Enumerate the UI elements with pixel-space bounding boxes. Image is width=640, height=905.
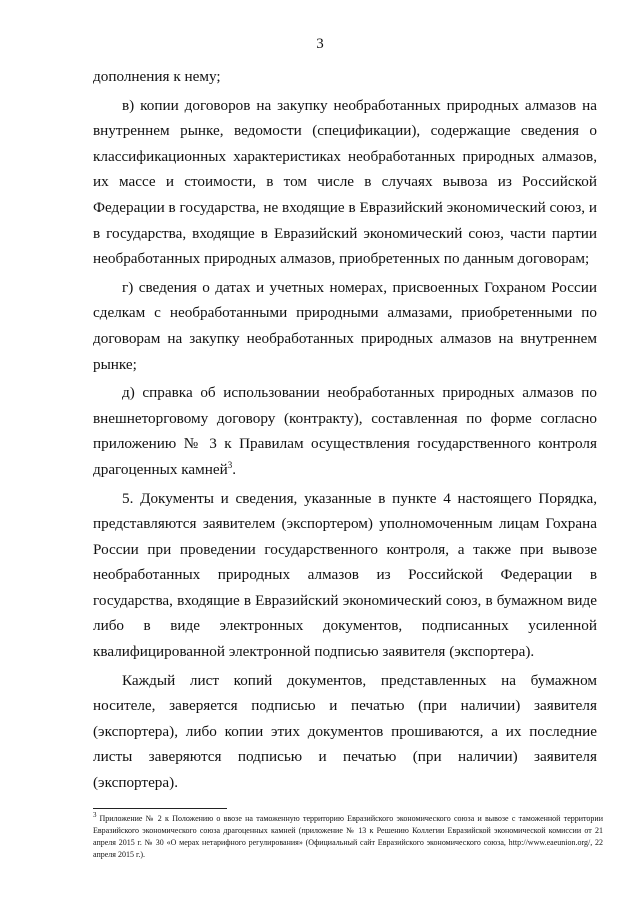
paragraph-item-d-end: .	[232, 460, 237, 478]
paragraph-item-d-text: д) справка об использовании необработанных природных алмазов по внешнеторговому договору (контракту), составленная по форме согласно приложению № 3 к Правилам осуществления государственного контроля драгоценных камней	[93, 384, 597, 478]
footnote-mark: 3	[93, 811, 97, 820]
paragraph-copies: Каждый лист копий документов, представленных на бумажном носителе, заверяется подписью и печатью (при наличии) заявителя (экспортера), либо копии этих документов прошиваются, а их последние листы заверяются подписью и печатью (при наличии) заявителя (экспортера).	[93, 671, 597, 792]
paragraph-item-d	[93, 380, 597, 482]
document-body	[93, 64, 597, 796]
paragraph-point-5: 5. Документы и сведения, указанные в пункте 4 настоящего Порядка, представляются заявителем (экспортером) уполномоченным лицам Гохрана России при проведении государственного контроля, а также при вывозе необработанных природных алмазов из Российской Федерации в государства, входящие в Евразийский экономический союз, в бумажном виде либо в виде электронных документов, подписанных усиленной квалифицированной электронной подписью заявителя (экспортера).	[93, 489, 597, 661]
footnote-text: Приложение № 2 к Положению о ввозе на таможенную территорию Евразийского экономического союза и вывозе с таможенной территории Евразийского экономического союза драгоценных камней (приложение № 13 к Решению Коллегии Евразийской экономической комиссии от 21 апреля 2015 г. № 30 «О мерах нетарифного регулирования» (Официальный сайт Евразийского экономического союза, http://www.eaeunion.org/, 22 апреля 2015 г.).	[93, 814, 603, 859]
paragraph-item-v: в) копии договоров на закупку необработанных природных алмазов на внутреннем рынке, ведомости (спецификации), содержащие сведения о классификационных характеристиках необработанных природных алмазов, их массе и стоимости, в том числе в случаях вывоза из Российской Федерации в государства, не входящие в Евразийский экономический союз, и в государства, входящие в Евразийский экономический союз, части партии необработанных природных алмазов, приобретенных по данным договорам;	[93, 96, 597, 268]
footnote-separator	[93, 808, 227, 809]
footnote	[93, 813, 603, 861]
footnote-reference[interactable]: 3	[227, 459, 233, 470]
page-number: 3	[316, 36, 324, 52]
paragraph-continuation: дополнения к нему;	[93, 68, 221, 85]
paragraph-item-g: г) сведения о датах и учетных номерах, присвоенных Гохраном России сделкам с необработанными природными алмазами, приобретенными по договорам на закупку необработанных природных алмазов на внутреннем рынке;	[93, 278, 597, 373]
